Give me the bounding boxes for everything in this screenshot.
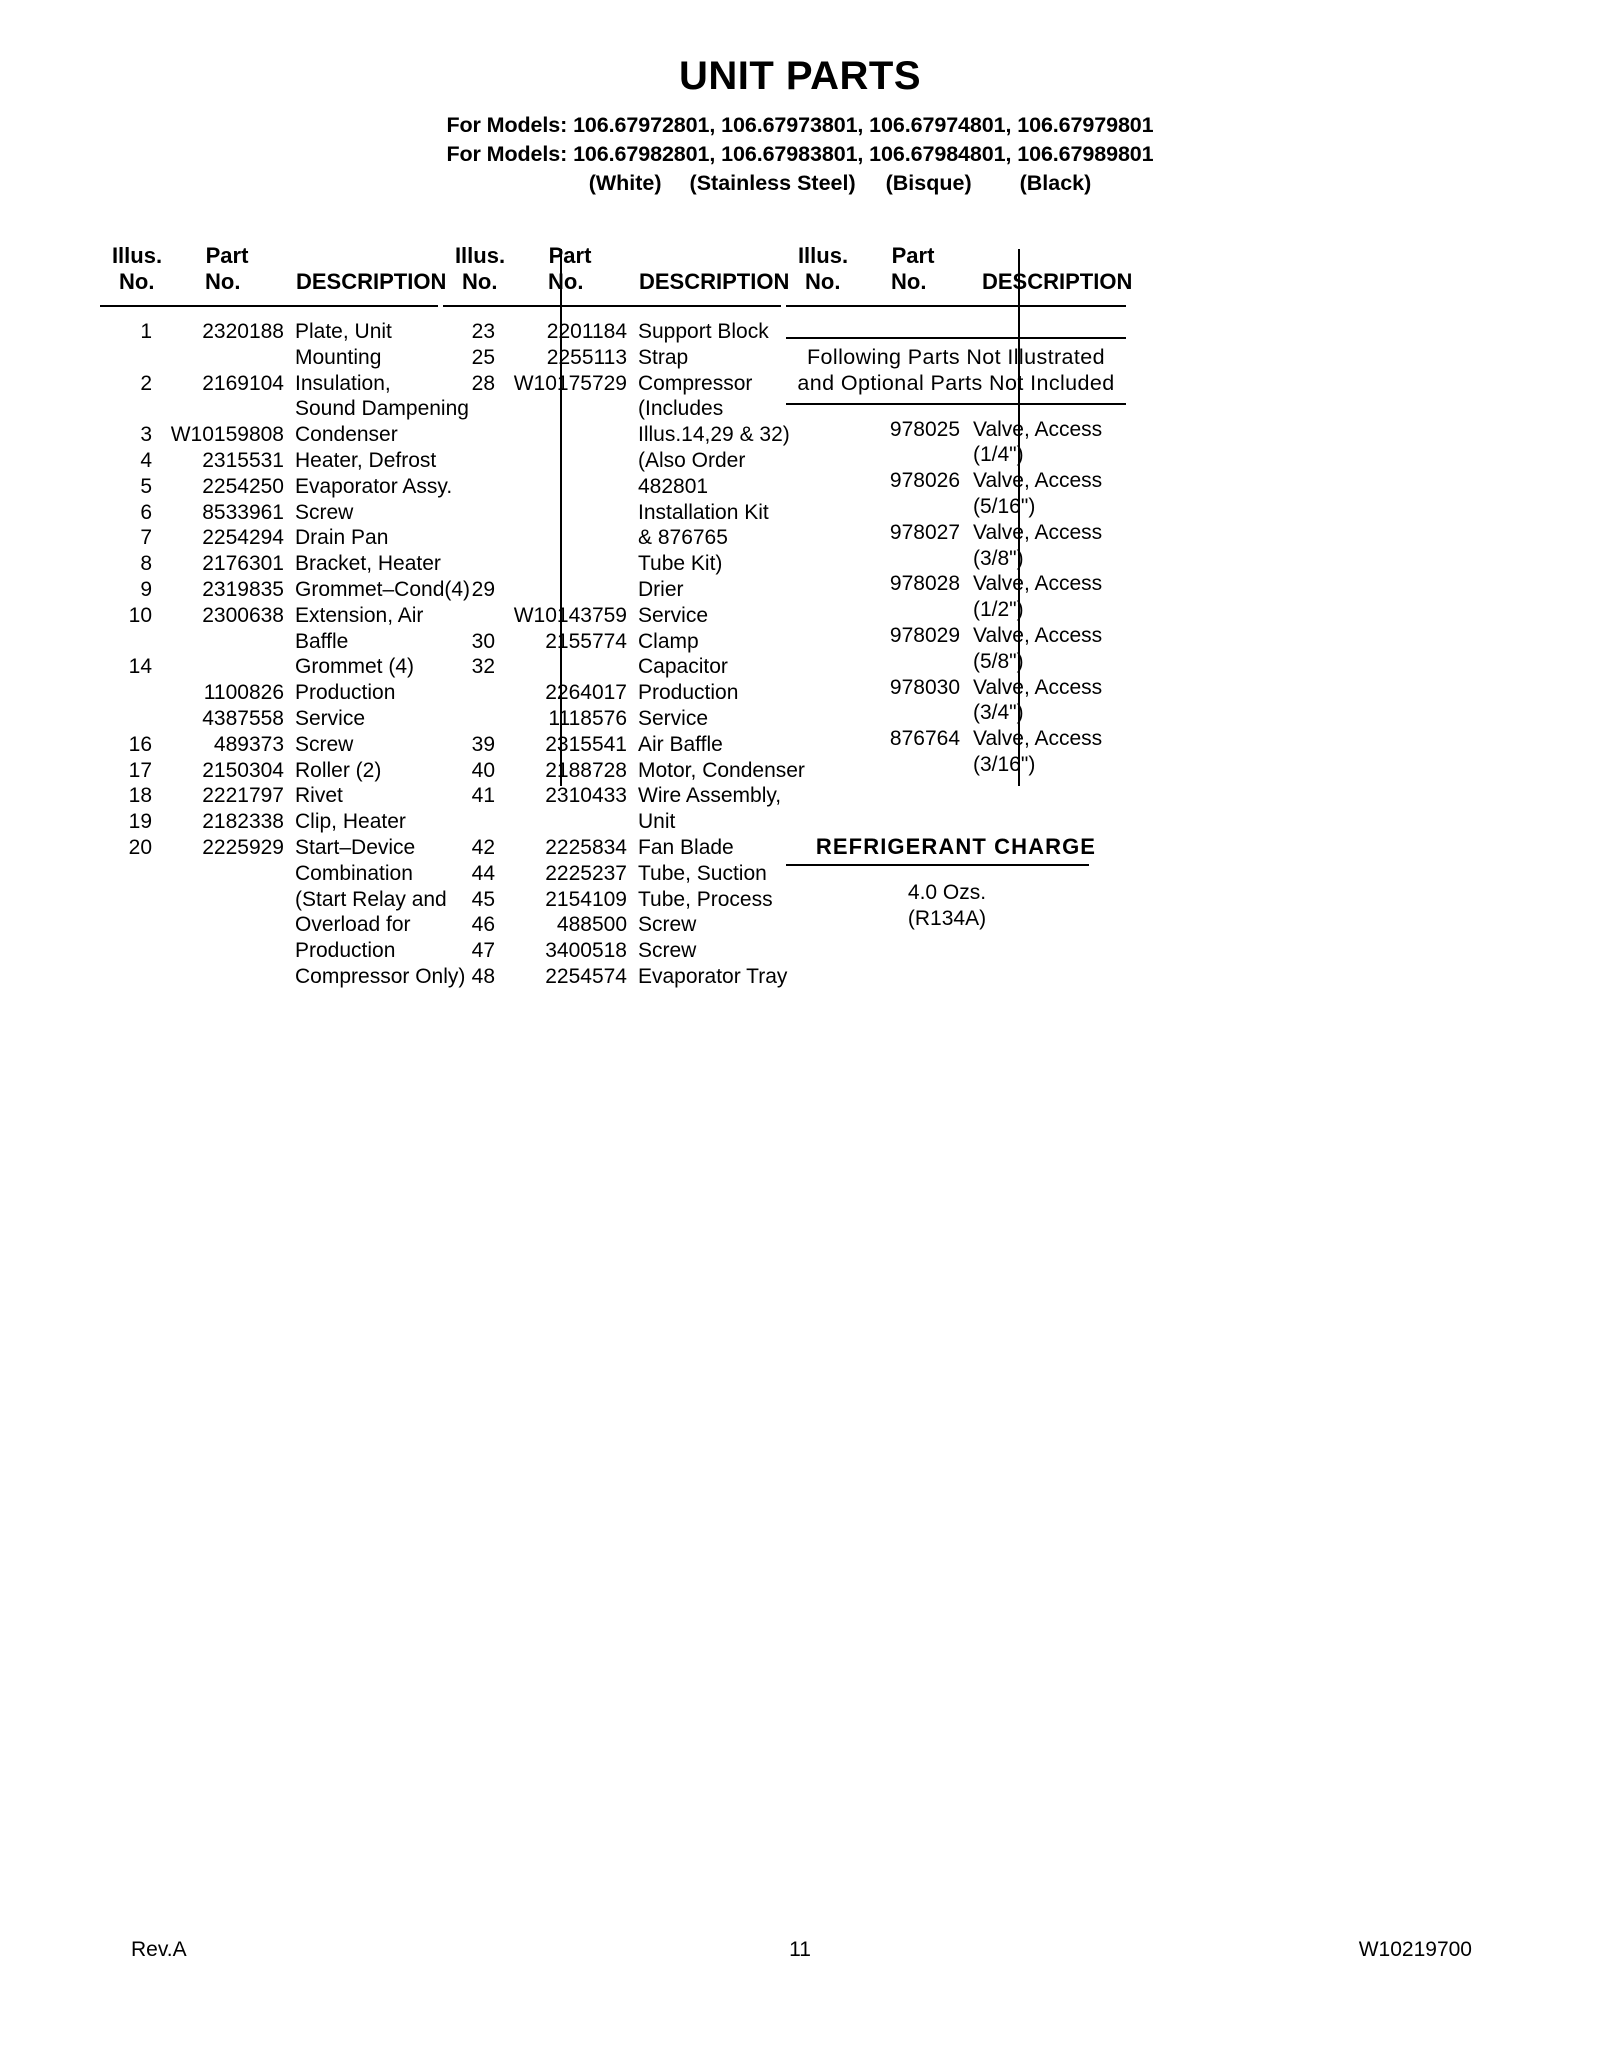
illus-no-cell: 41 — [471, 784, 495, 808]
part-header-line2: No. — [205, 269, 241, 294]
table-row — [443, 938, 781, 964]
revision-label: Rev.A — [131, 1938, 187, 1961]
parts-column-2 — [443, 243, 805, 990]
description-cell: Clamp — [638, 629, 699, 653]
illus-no-cell: 3 — [140, 423, 152, 447]
illus-no-cell: 20 — [128, 835, 152, 859]
table-row — [786, 442, 1126, 468]
table-row — [100, 319, 438, 345]
description-header: DESCRIPTION — [296, 269, 447, 294]
table-row — [100, 835, 438, 861]
illus-no-cell: 18 — [128, 784, 152, 808]
table-row — [443, 371, 781, 397]
table-row — [443, 809, 781, 835]
refrigerant-charge-values — [786, 880, 1126, 932]
description-cell: (5/8") — [973, 649, 1024, 673]
illus-no-cell: 6 — [140, 500, 152, 524]
part-no-cell: 488500 — [556, 913, 627, 937]
part-header — [196, 243, 258, 294]
description-cell: Service — [295, 706, 366, 730]
page-number: 11 — [789, 1938, 811, 1961]
description-cell: Overload for — [295, 913, 411, 937]
table-row — [443, 551, 781, 577]
description-cell: Rivet — [295, 784, 343, 808]
description-cell: Extension, Air — [295, 603, 424, 627]
part-no-cell: 2154109 — [545, 887, 627, 911]
part-no-cell: 876764 — [889, 727, 960, 751]
description-cell: Grommet (4) — [295, 655, 415, 679]
description-cell: Plate, Unit — [295, 320, 392, 343]
illus-no-cell: 40 — [471, 758, 495, 782]
part-no-cell: 2320188 — [202, 320, 284, 343]
table-row — [443, 835, 781, 861]
part-header-line1: Part — [548, 243, 592, 268]
part-no-cell: 4387558 — [202, 706, 284, 730]
table-row — [786, 623, 1126, 649]
finish-bisque: (Bisque) — [885, 171, 972, 196]
column-3-header-rule — [786, 305, 1126, 307]
part-no-cell: 2201184 — [546, 320, 627, 343]
illus-no-cell: 19 — [128, 810, 152, 834]
description-cell: Insulation, — [295, 371, 391, 395]
illus-no-cell: 48 — [471, 964, 495, 988]
description-cell: (3/16") — [973, 752, 1036, 776]
description-cell: (1/4") — [973, 443, 1024, 467]
table-row — [443, 396, 781, 422]
part-no-cell: 2254250 — [202, 474, 284, 498]
table-row — [100, 525, 438, 551]
table-row — [100, 345, 438, 371]
part-no-cell: 978030 — [889, 675, 960, 699]
description-cell: (Includes — [638, 397, 724, 421]
part-header-line1: Part — [891, 243, 935, 268]
description-cell: Installation Kit — [638, 500, 769, 524]
part-no-cell: 2315531 — [202, 448, 284, 472]
column-1-header-rule — [100, 305, 438, 307]
table-row — [100, 938, 438, 964]
table-row — [100, 706, 438, 732]
table-row — [443, 706, 781, 732]
description-cell: Valve, Access — [973, 572, 1103, 596]
refrigerant-type: (R134A) — [907, 906, 987, 930]
description-cell: Production — [295, 939, 396, 963]
notice-top-rule — [786, 337, 1126, 339]
description-cell: Mounting — [295, 345, 382, 369]
table-row — [786, 546, 1126, 572]
notice-line-1: Following Parts Not Illustrated — [807, 345, 1105, 369]
part-no-cell: W10143759 — [513, 603, 627, 627]
illus-no-cell: 46 — [471, 913, 495, 937]
illus-no-cell: 16 — [128, 732, 152, 756]
part-no-cell: 2319835 — [202, 577, 284, 601]
table-row — [100, 500, 438, 526]
part-no-cell: 2221797 — [202, 784, 284, 808]
illus-header — [103, 243, 171, 294]
part-no-cell: 2188728 — [545, 758, 627, 782]
refrigerant-charge-title: REFRIGERANT CHARGE — [815, 833, 1097, 859]
table-row — [100, 964, 466, 990]
table-row — [443, 680, 781, 706]
description-cell: Valve, Access — [973, 520, 1103, 544]
description-cell: Air Baffle — [638, 732, 723, 756]
description-cell: Drier — [638, 577, 684, 601]
refrigerant-amount: 4.0 Ozs. — [907, 880, 987, 904]
table-row — [443, 783, 781, 809]
table-row — [786, 700, 1126, 726]
description-cell: Baffle — [295, 629, 349, 653]
description-cell: Valve, Access — [973, 469, 1103, 493]
description-cell: Valve, Access — [973, 417, 1103, 441]
part-no-cell: 2254574 — [545, 964, 627, 988]
description-cell: Evaporator Assy. — [295, 474, 453, 498]
finish-legend — [0, 169, 1600, 198]
part-header-line2: No. — [891, 269, 927, 294]
description-cell: Valve, Access — [973, 727, 1103, 751]
table-row — [100, 629, 438, 655]
table-row — [100, 551, 441, 577]
description-cell: Tube Kit) — [638, 552, 723, 576]
table-row — [786, 571, 1126, 597]
part-no-cell: 2176301 — [202, 552, 284, 576]
table-row — [443, 732, 781, 758]
description-cell: Screw — [295, 500, 354, 524]
model-line-2: For Models: 106.67982801, 106.67983801, 106.67984801, 106.67989801 — [446, 142, 1154, 167]
page-footer — [0, 1938, 1600, 1968]
part-no-cell: 2150304 — [202, 758, 284, 782]
description-cell: Drain Pan — [295, 526, 389, 550]
description-cell: Compressor — [638, 371, 753, 395]
table-row — [100, 577, 471, 603]
illus-header-line1: Illus. — [797, 243, 849, 268]
document-number: W10219700 — [1358, 1938, 1472, 1961]
part-no-cell: 2225834 — [545, 835, 627, 859]
part-header — [882, 243, 944, 294]
part-no-cell: 2225929 — [202, 835, 284, 859]
notice-line-2: and Optional Parts Not Included — [797, 370, 1115, 395]
part-no-cell: W10175729 — [513, 371, 627, 395]
illus-header-line2: No. — [805, 269, 841, 294]
table-row — [100, 912, 438, 938]
illus-no-cell: 8 — [140, 552, 152, 576]
table-row — [443, 758, 805, 784]
part-header-line1: Part — [205, 243, 249, 268]
description-cell: (3/8") — [973, 546, 1024, 570]
description-cell: Combination — [295, 861, 413, 885]
description-cell: Valve, Access — [973, 675, 1103, 699]
table-row — [443, 345, 781, 371]
description-cell: Capacitor — [638, 655, 728, 679]
part-no-cell: 2182338 — [202, 810, 284, 834]
part-no-cell: 489373 — [213, 732, 284, 756]
column-2-header — [443, 243, 790, 305]
part-no-cell: 2255113 — [546, 345, 627, 369]
illus-no-cell: 14 — [128, 655, 152, 679]
part-no-cell: W10159808 — [170, 423, 284, 447]
illus-no-cell: 9 — [140, 577, 152, 601]
description-cell: (Also Order — [638, 448, 746, 472]
table-row — [786, 417, 1126, 443]
table-row — [443, 603, 781, 629]
table-row — [443, 422, 790, 448]
illus-no-cell: 44 — [471, 861, 495, 885]
illus-no-cell: 39 — [471, 732, 495, 756]
not-illustrated-notice — [786, 345, 1126, 397]
part-no-cell: 3400518 — [545, 939, 627, 963]
table-row — [786, 494, 1126, 520]
table-row — [443, 474, 781, 500]
illus-header-line1: Illus. — [454, 243, 506, 268]
description-cell: (3/4") — [973, 701, 1024, 725]
table-row — [100, 758, 438, 784]
column-1-rows — [100, 319, 471, 990]
description-cell: Valve, Access — [973, 623, 1103, 647]
description-cell: (5/16") — [973, 494, 1036, 518]
description-cell: Screw — [295, 732, 354, 756]
part-no-cell: 978025 — [889, 417, 960, 441]
description-cell: Heater, Defrost — [295, 448, 437, 472]
table-row — [786, 726, 1126, 752]
part-no-cell: 2254294 — [202, 526, 284, 550]
part-no-cell: 2264017 — [545, 681, 627, 705]
table-row — [443, 577, 781, 603]
table-row — [443, 629, 781, 655]
parts-column-3 — [786, 243, 1133, 931]
description-cell: Condenser — [295, 423, 398, 447]
table-row — [443, 500, 781, 526]
illus-no-cell: 7 — [140, 526, 152, 550]
description-cell: Motor, Condenser — [638, 758, 805, 782]
column-2-rows — [443, 319, 805, 990]
description-cell: & 876765 — [638, 526, 728, 550]
table-row — [100, 887, 447, 913]
description-cell: Unit — [638, 810, 676, 834]
part-header — [539, 243, 601, 294]
table-row — [100, 603, 438, 629]
table-row — [443, 654, 781, 680]
part-no-cell: 978027 — [889, 520, 960, 544]
description-cell: (1/2") — [973, 598, 1024, 622]
part-no-cell: 978029 — [889, 623, 960, 647]
description-header: DESCRIPTION — [639, 269, 790, 294]
part-no-cell: 8533961 — [202, 500, 284, 524]
description-cell: Evaporator Tray — [638, 964, 788, 988]
table-row — [100, 371, 438, 397]
description-cell: Tube, Suction — [638, 861, 767, 885]
table-row — [100, 809, 438, 835]
finish-stainless-steel: (Stainless Steel) — [689, 171, 856, 196]
description-cell: 482801 — [638, 474, 709, 498]
part-no-cell: 2225237 — [545, 861, 627, 885]
table-row — [100, 396, 469, 422]
description-cell: Sound Dampening — [295, 397, 469, 421]
illus-no-cell: 10 — [128, 603, 152, 627]
table-row — [443, 319, 781, 345]
description-cell: Wire Assembly, — [638, 784, 782, 808]
table-row — [100, 680, 438, 706]
part-no-cell: 2310433 — [545, 784, 627, 808]
description-cell: Service — [638, 706, 709, 730]
description-cell: Clip, Heater — [295, 810, 406, 834]
illus-no-cell: 2 — [140, 371, 152, 395]
table-row — [443, 964, 788, 990]
description-cell: Production — [638, 681, 739, 705]
table-row — [443, 861, 781, 887]
description-cell: Screw — [638, 913, 697, 937]
part-header-line2: No. — [548, 269, 584, 294]
illus-no-cell: 28 — [471, 371, 495, 395]
finish-black: (Black) — [1019, 171, 1092, 196]
description-cell: Strap — [638, 345, 689, 369]
illus-no-cell: 4 — [140, 448, 152, 472]
table-row — [786, 752, 1126, 778]
table-row — [100, 448, 438, 474]
table-row — [443, 887, 781, 913]
part-no-cell: 1100826 — [203, 681, 284, 705]
table-row — [786, 649, 1126, 675]
illus-header-line2: No. — [119, 269, 155, 294]
column-1-header — [100, 243, 447, 305]
description-cell: Support Block — [638, 320, 769, 343]
part-no-cell: 978026 — [889, 469, 960, 493]
table-row — [100, 732, 438, 758]
table-row — [100, 654, 438, 680]
column-2-header-rule — [443, 305, 781, 307]
table-row — [100, 783, 438, 809]
table-row — [443, 912, 781, 938]
refrigerant-title-rule — [786, 864, 1089, 866]
table-row — [786, 675, 1126, 701]
illus-no-cell: 5 — [140, 474, 152, 498]
table-row — [100, 422, 438, 448]
table-row — [786, 597, 1126, 623]
illus-no-cell: 1 — [140, 320, 152, 343]
page-title: UNIT PARTS — [678, 54, 922, 98]
finish-white: (White) — [588, 171, 662, 196]
illus-no-cell: 29 — [471, 577, 495, 601]
table-row — [100, 474, 453, 500]
illus-no-cell: 30 — [471, 629, 495, 653]
table-row — [786, 520, 1126, 546]
description-cell: Roller (2) — [295, 758, 382, 782]
description-cell: Fan Blade — [638, 835, 734, 859]
illus-header-line1: Illus. — [111, 243, 163, 268]
illus-header — [789, 243, 857, 294]
illus-no-cell: 32 — [471, 655, 495, 679]
table-row — [786, 468, 1126, 494]
part-no-cell: 2315541 — [545, 732, 627, 756]
description-cell: Screw — [638, 939, 697, 963]
description-cell: Tube, Process — [638, 887, 773, 911]
illus-header — [446, 243, 514, 294]
document-header — [0, 54, 1600, 199]
column-3-header — [786, 243, 1133, 305]
notice-bottom-rule — [786, 403, 1126, 405]
illus-no-cell: 23 — [471, 320, 495, 343]
description-cell: Bracket, Heater — [295, 552, 441, 576]
illus-no-cell: 17 — [128, 758, 152, 782]
table-row — [100, 861, 438, 887]
illus-header-line2: No. — [462, 269, 498, 294]
description-cell: Grommet–Cond(4) — [295, 577, 471, 601]
description-cell: Production — [295, 681, 396, 705]
part-no-cell: 978028 — [889, 572, 960, 596]
table-row — [443, 448, 781, 474]
part-no-cell: 2169104 — [202, 371, 284, 395]
part-no-cell: 2155774 — [545, 629, 627, 653]
part-no-cell: 1118576 — [548, 706, 627, 730]
description-cell: Start–Device — [295, 835, 416, 859]
model-line-1: For Models: 106.67972801, 106.67973801, 106.67974801, 106.67979801 — [446, 112, 1154, 137]
column-3-rows — [786, 417, 1126, 778]
illus-no-cell: 25 — [471, 345, 495, 369]
description-cell: Illus.14,29 & 32) — [638, 423, 790, 447]
parts-column-1 — [100, 243, 471, 990]
description-cell: Service — [638, 603, 709, 627]
description-cell: (Start Relay and — [295, 887, 447, 911]
illus-no-cell: 42 — [471, 835, 495, 859]
description-cell: Compressor Only) — [295, 964, 466, 988]
table-row — [443, 525, 781, 551]
illus-no-cell: 45 — [471, 887, 495, 911]
illus-no-cell: 47 — [471, 939, 495, 963]
part-no-cell: 2300638 — [202, 603, 284, 627]
description-header: DESCRIPTION — [982, 269, 1133, 294]
